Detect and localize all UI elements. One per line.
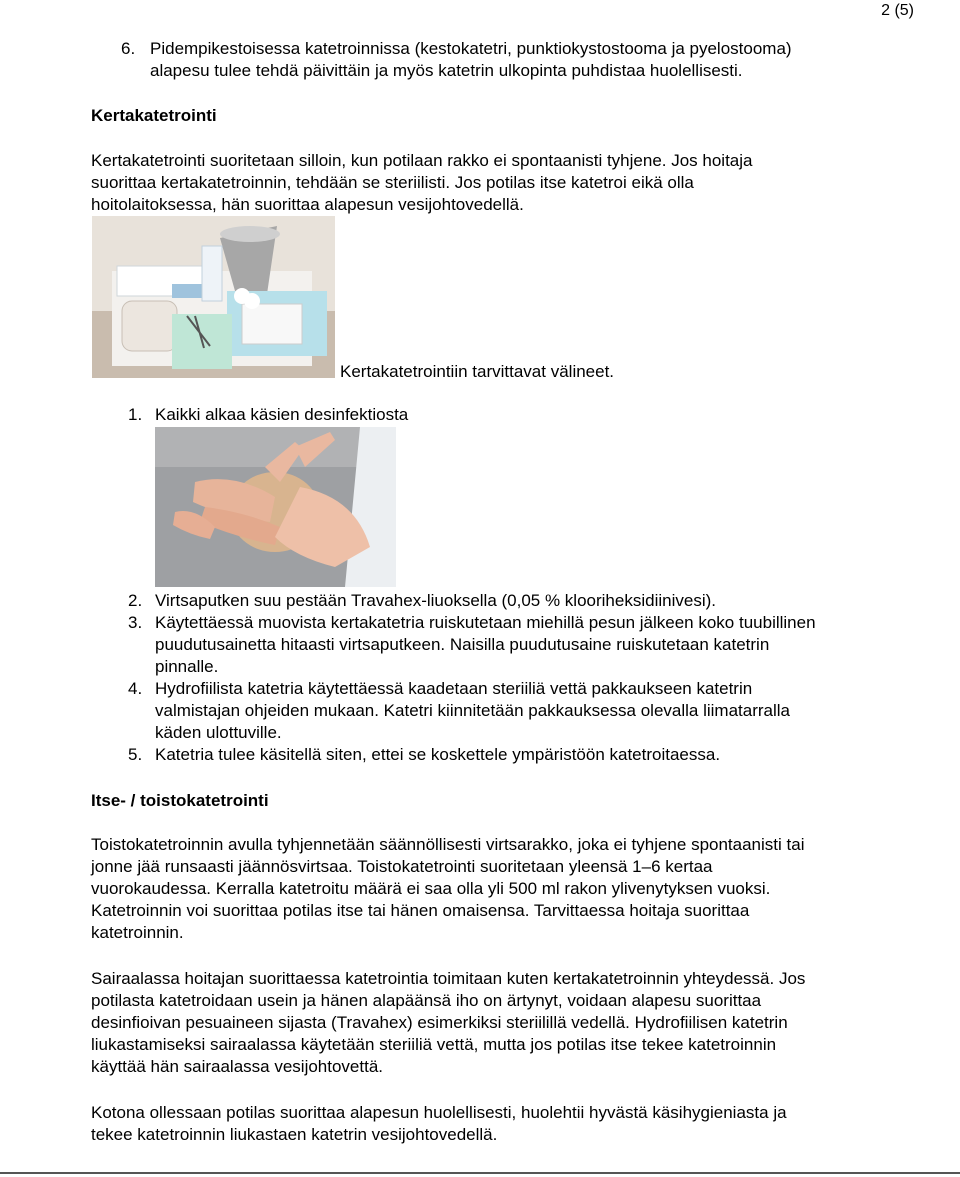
section2-paragraph-1 bbox=[91, 834, 921, 944]
text-line: Sairaalassa hoitajan suorittaessa katetrointia toimitaan kuten kertakatetroinnin yhteydessä. Jos bbox=[91, 969, 806, 988]
step-text-line: pinnalle. bbox=[155, 657, 219, 676]
step-number: 5. bbox=[128, 745, 143, 764]
text-line: käyttää hän sairaalassa vesijohtovettä. bbox=[91, 1057, 384, 1076]
footer-divider bbox=[0, 1172, 960, 1174]
section2-paragraph-2 bbox=[91, 968, 921, 1078]
text-line: katetroinnin. bbox=[91, 923, 184, 942]
text-line: Katetroinnin voi suorittaa potilas itse tai hänen omaisensa. Tarvittaessa hoitaja suorittaa bbox=[91, 901, 750, 920]
text-line: Toistokatetroinnin avulla tyhjennetään säännöllisesti virtsarakko, joka ei tyhjene spontaanisti tai bbox=[91, 835, 805, 854]
step-text-line: käden ulottuville. bbox=[155, 723, 282, 742]
step-text-line: Virtsaputken suu pestään Travahex-liuoksella (0,05 % klooriheksidiinivesi). bbox=[155, 591, 716, 610]
step-text-line: Katetria tulee käsitellä siten, ettei se koskettele ympäristöön katetroitaessa. bbox=[155, 745, 721, 764]
equipment-photo bbox=[92, 216, 335, 378]
section2-paragraph-3 bbox=[91, 1102, 921, 1146]
step-text: Kaikki alkaa käsien desinfektiosta bbox=[155, 405, 409, 424]
step-text-line: Käytettäessä muovista kertakatetria ruiskutetaan miehillä pesun jälkeen koko tuubillinen bbox=[155, 613, 816, 632]
text-line: Kertakatetrointi suoritetaan silloin, kun potilaan rakko ei spontaanisti tyhjene. Jos hoitaja bbox=[91, 151, 753, 170]
text-line: liukastamiseksi sairaalassa käytetään steriiliä vettä, mutta jos potilas itse tekee katetroinnin bbox=[91, 1035, 777, 1054]
step-text-line: puudutusainetta hitaasti virtsaputkeen. Naisilla puudutusaine ruiskutetaan katetrin bbox=[155, 635, 770, 654]
text-line: Kotona ollessaan potilas suorittaa alapesun huolellisesti, huolehtii hyvästä käsihygieniasta ja bbox=[91, 1103, 787, 1122]
section1-paragraph bbox=[91, 150, 921, 216]
text-line: hoitolaitoksessa, hän suorittaa alapesun vesijohtovedellä. bbox=[91, 195, 524, 214]
text-line: vuorokaudessa. Kerralla katetroitu määrä ei saa olla yli 500 ml rakon ylivenytyksen vuoksi. bbox=[91, 879, 771, 898]
intro-item-number: 6. bbox=[121, 39, 136, 58]
figure-caption: Kertakatetrointiin tarvittavat välineet. bbox=[340, 362, 615, 381]
page-number: 2 (5) bbox=[881, 2, 914, 19]
section-heading-itsekatetrointi: Itse- / toistokatetrointi bbox=[91, 791, 269, 810]
text-line: suorittaa kertakatetroinnin, tehdään se steriilisti. Jos potilas itse katetroi eikä olla bbox=[91, 173, 694, 192]
step-number: 3. bbox=[128, 613, 143, 632]
step-number: 1. bbox=[128, 405, 143, 424]
text-line: tekee katetroinnin liukastaen katetrin vesijohtovedellä. bbox=[91, 1125, 498, 1144]
text-line: jonne jää runsaasti jäännösvirtsaa. Toistokatetrointi suoritetaan yleensä 1–6 kertaa bbox=[91, 857, 713, 876]
step-text-line: valmistajan ohjeiden mukaan. Katetri kiinnitetään pakkauksessa olevalla liimatarralla bbox=[155, 701, 791, 720]
text-line: desinfioivan pesuaineen sijasta (Travahex) esimerkiksi steriilillä vedellä. Hydrofiilisen katetrin bbox=[91, 1013, 788, 1032]
step-number: 4. bbox=[128, 679, 143, 698]
section-heading-kertakatetrointi: Kertakatetrointi bbox=[91, 106, 217, 125]
intro-item-line: Pidempikestoisessa katetroinnissa (kestokatetri, punktiokystostooma ja pyelostooma) bbox=[150, 39, 792, 58]
text-line: potilasta katetroidaan usein ja hänen alapäänsä iho on ärtynyt, voidaan alapesu suorittaa bbox=[91, 991, 762, 1010]
step-number: 2. bbox=[128, 591, 143, 610]
hand-disinfection-photo bbox=[155, 427, 396, 587]
intro-item-line: alapesu tulee tehdä päivittäin ja myös katetrin ulkopinta puhdistaa huolellisesti. bbox=[150, 61, 743, 80]
step-text-line: Hydrofiilista katetria käytettäessä kaadetaan steriiliä vettä pakkaukseen katetrin bbox=[155, 679, 753, 698]
